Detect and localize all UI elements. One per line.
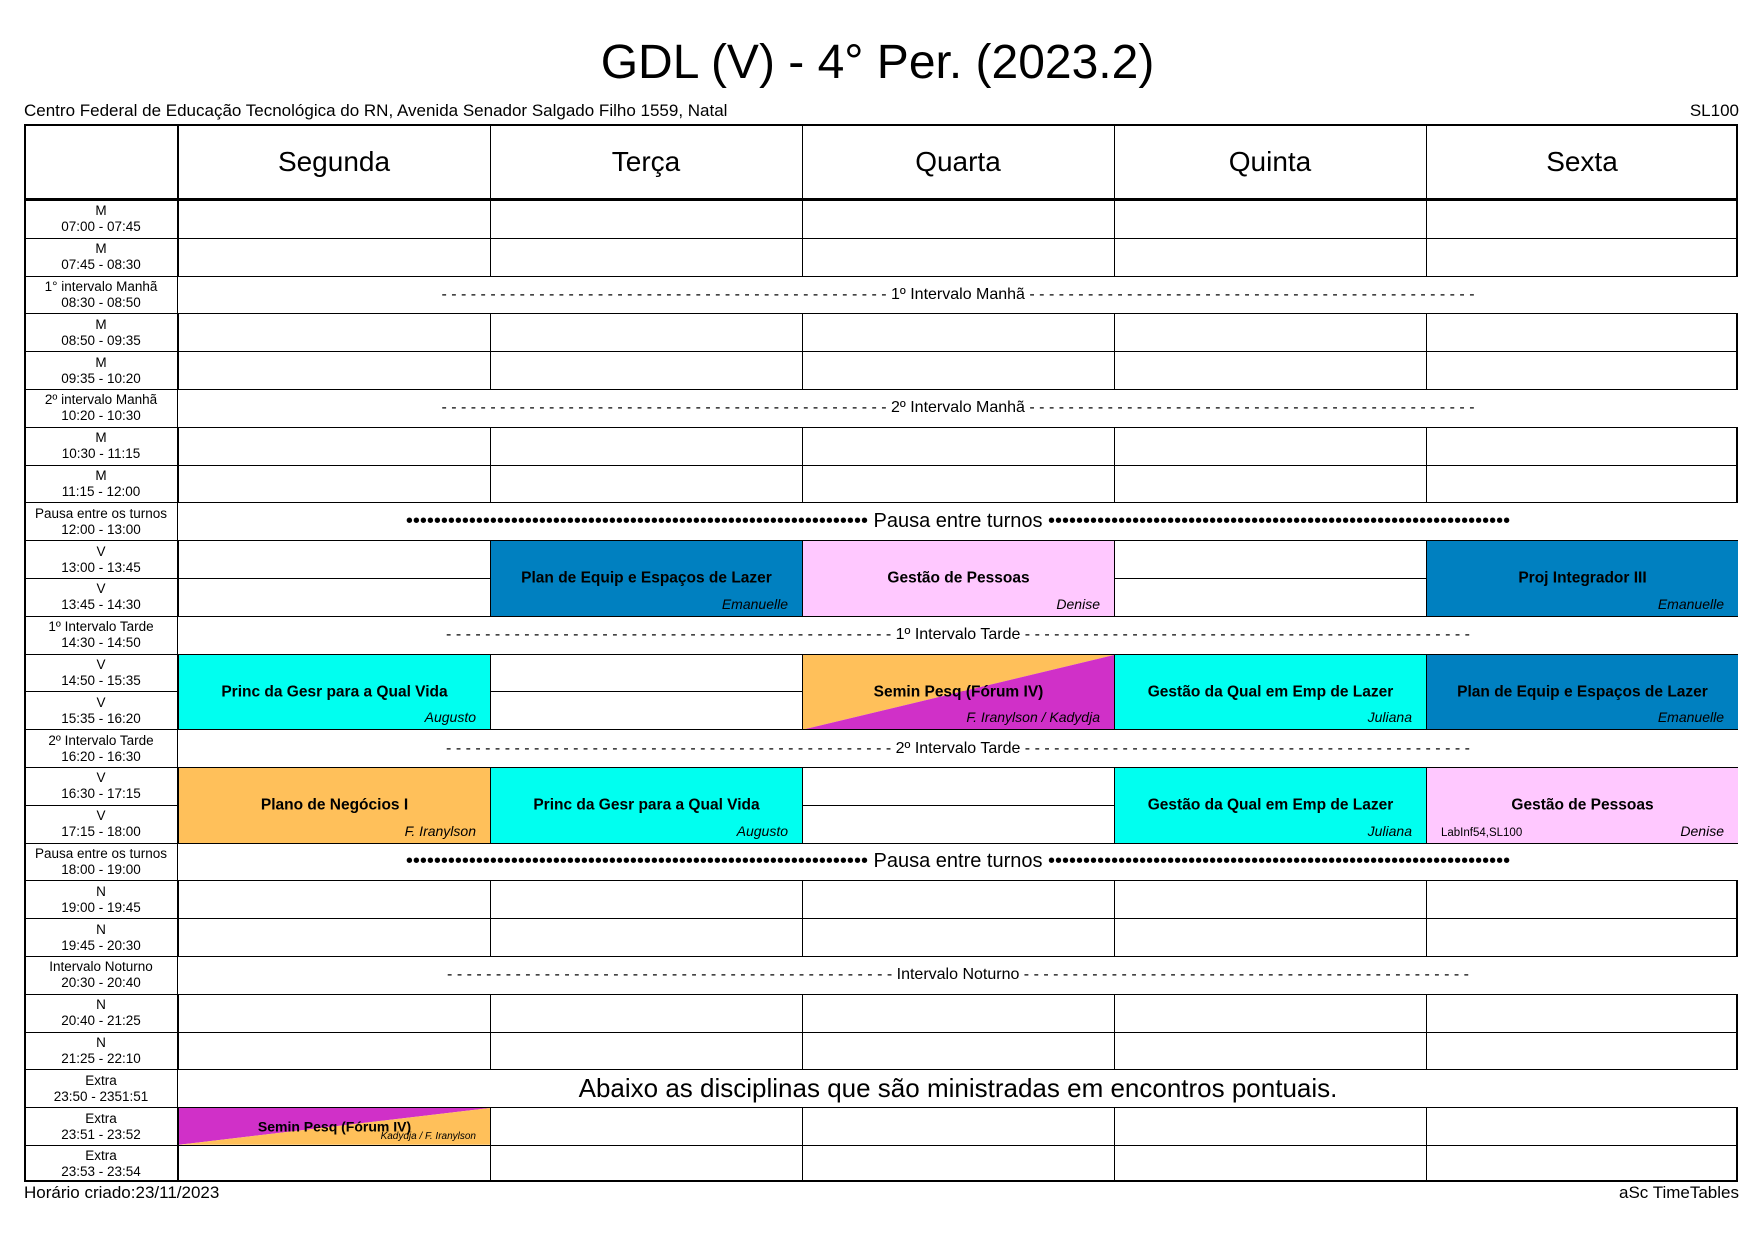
lesson-teacher: Juliana (1367, 709, 1412, 726)
lesson-card[interactable] (491, 768, 802, 843)
period-name: Extra (85, 1110, 117, 1126)
period-label (24, 919, 178, 956)
day-header-4: Sexta (1546, 146, 1618, 177)
lesson-teacher: F. Iranylson / Kadydja (966, 709, 1100, 726)
lesson-subject: Gestão de Pessoas (887, 569, 1030, 587)
lesson-subject: Gestão de Pessoas (1511, 796, 1654, 814)
extra-note: Abaixo as disciplinas que são ministradas em encontros pontuais. (178, 1070, 1738, 1107)
period-name: M (95, 354, 107, 370)
period-name: M (95, 430, 107, 446)
period-time: 08:50 - 09:35 (61, 332, 141, 348)
period-time: 09:35 - 10:20 (61, 370, 141, 386)
lesson-card[interactable] (491, 541, 802, 616)
lesson-card[interactable] (803, 541, 1114, 616)
period-label (24, 428, 178, 465)
grid-line-row (24, 238, 1738, 239)
lesson-subject: Princ da Gesr para a Qual Vida (533, 796, 760, 814)
period-name: M (95, 203, 107, 219)
break-label: - - - - - - - - - - - - - - - - - - - - - - - - - - - - - - - - - - - - - - - - - - - - - - 1º Intervalo Manhã - - - - - - - - - - - - - - - - - - - - - - - - - - - - - - - - - - - - - - - - - - - - - - (441, 285, 1475, 303)
period-time: 11:15 - 12:00 (61, 483, 141, 499)
lesson-teacher: Juliana (1367, 822, 1412, 839)
period-label (24, 730, 178, 767)
period-time: 15:35 - 16:20 (61, 710, 141, 726)
period-label (24, 768, 178, 805)
period-name: N (96, 921, 106, 937)
break-row (178, 503, 1738, 540)
period-label (24, 957, 178, 994)
period-time: 10:20 - 10:30 (61, 408, 141, 424)
period-time: 23:53 - 23:54 (61, 1164, 141, 1180)
lesson-card[interactable] (179, 1108, 490, 1145)
break-label: - - - - - - - - - - - - - - - - - - - - - - - - - - - - - - - - - - - - - - - - - - - - - - Intervalo Noturno - - - - - - - - - - - - - - - - - - - - - - - - - - - - - - - - - - - - - - - - - - - - - - (447, 966, 1469, 984)
period-name: Pausa entre os turnos (34, 845, 168, 861)
period-name: Intervalo Noturno (49, 959, 153, 975)
period-time: 07:00 - 07:45 (61, 219, 141, 235)
lesson-teacher: Denise (1680, 822, 1724, 839)
period-time: 19:45 - 20:30 (61, 937, 141, 953)
grid-line-row (24, 351, 1738, 352)
lesson-teacher: Augusto (424, 709, 476, 726)
school-address: Centro Federal de Educação Tecnológica do RN, Avenida Senador Salgado Filho 1559, Natal (24, 101, 728, 120)
period-time: 23:51 - 23:52 (61, 1126, 141, 1142)
lesson-card[interactable] (803, 655, 1114, 730)
break-row (178, 957, 1738, 994)
period-name: Pausa entre os turnos (34, 505, 168, 521)
period-name: M (95, 467, 107, 483)
lesson-subject: Gestão da Qual em Emp de Lazer (1147, 683, 1394, 701)
period-name: N (96, 883, 106, 899)
period-name: M (95, 316, 107, 332)
period-name: V (96, 694, 106, 710)
period-label (24, 692, 178, 729)
period-time: 07:45 - 08:30 (61, 257, 141, 273)
created-date: Horário criado:23/11/2023 (24, 1183, 220, 1202)
break-label: - - - - - - - - - - - - - - - - - - - - - - - - - - - - - - - - - - - - - - - - - - - - - - 1º Intervalo Tarde - - - - - - - - - - - - - - - - - - - - - - - - - - - - - - - - - - - - - - - - - - - - - - (446, 626, 1470, 644)
period-name: Extra (85, 1148, 117, 1164)
break-row (178, 277, 1738, 314)
period-time: 13:45 - 14:30 (61, 597, 141, 613)
period-name: 2º intervalo Manhã (44, 392, 158, 408)
grid-line-row (24, 994, 1738, 995)
period-label (24, 1070, 178, 1107)
page-title: GDL (V) - 4° Per. (2023.2) (600, 36, 1155, 89)
lesson-card[interactable] (1427, 768, 1738, 843)
lesson-card[interactable] (179, 655, 490, 730)
lesson-teacher: Augusto (736, 822, 788, 839)
period-name: N (96, 997, 106, 1013)
period-label (24, 1033, 178, 1070)
break-label: - - - - - - - - - - - - - - - - - - - - - - - - - - - - - - - - - - - - - - - - - - - - - - 2º Intervalo Tarde - - - - - - - - - - - - - - - - - - - - - - - - - - - - - - - - - - - - - - - - - - - - - - (446, 739, 1470, 757)
period-name: V (96, 543, 106, 559)
period-name: 1º Intervalo Tarde (48, 619, 154, 635)
period-time: 10:30 - 11:15 (61, 446, 141, 462)
period-name: M (95, 241, 107, 257)
break-row (178, 730, 1738, 767)
period-label (24, 466, 178, 503)
lesson-subject: Princ da Gesr para a Qual Vida (221, 683, 448, 701)
lesson-subject: Plan de Equip e Espaços de Lazer (521, 569, 772, 587)
period-label (24, 503, 178, 540)
period-label (24, 655, 178, 692)
lesson-subject: Plan de Equip e Espaços de Lazer (1457, 683, 1708, 701)
period-label (24, 314, 178, 351)
period-time: 23:50 - 2351:51 (53, 1088, 149, 1104)
period-label (24, 541, 178, 578)
lesson-teacher: Kadydja / F. Iranylson (380, 1130, 476, 1142)
period-label (24, 352, 178, 389)
break-label: •••••••••••••••••••••••••••••••••••••••••••••••••••••••••••••••••• Pausa entre turnos •••••••••••••••••••••••••••••••••••••••••••••••••••••••••••••••••• (405, 510, 1511, 533)
period-label (24, 579, 178, 616)
break-label: •••••••••••••••••••••••••••••••••••••••••••••••••••••••••••••••••• Pausa entre turnos •••••••••••••••••••••••••••••••••••••••••••••••••••••••••••••••••• (405, 850, 1511, 873)
lesson-teacher: Emanuelle (1657, 595, 1724, 612)
software-credit: aSc TimeTables (1619, 1183, 1739, 1202)
period-time: 16:20 - 16:30 (61, 748, 141, 764)
period-label (24, 844, 178, 881)
lesson-teacher: Emanuelle (721, 595, 788, 612)
lesson-teacher: Emanuelle (1657, 709, 1724, 726)
period-time: 08:30 - 08:50 (61, 294, 141, 310)
period-name: V (96, 808, 106, 824)
period-label (24, 1146, 178, 1183)
period-time: 13:00 - 13:45 (61, 559, 141, 575)
break-row (178, 390, 1738, 427)
period-label (24, 390, 178, 427)
lesson-teacher: F. Iranylson (404, 822, 476, 839)
period-label (24, 881, 178, 918)
break-label: - - - - - - - - - - - - - - - - - - - - - - - - - - - - - - - - - - - - - - - - - - - - - - 2º Intervalo Manhã - - - - - - - - - - - - - - - - - - - - - - - - - - - - - - - - - - - - - - - - - - - - - - (441, 399, 1475, 417)
lesson-card[interactable] (1115, 655, 1426, 730)
period-time: 12:00 - 13:00 (61, 521, 141, 537)
period-name: V (96, 770, 106, 786)
period-label (24, 617, 178, 654)
period-name: 2º Intervalo Tarde (48, 732, 154, 748)
day-header-3: Quinta (1228, 146, 1312, 177)
day-header-2: Quarta (915, 146, 1001, 177)
period-name: V (96, 656, 106, 672)
period-name: N (96, 1034, 106, 1050)
period-label (24, 1108, 178, 1145)
period-time: 14:50 - 15:35 (61, 672, 141, 688)
lesson-subject: Proj Integrador III (1518, 569, 1647, 587)
room-code: SL100 (1689, 101, 1739, 120)
period-time: 21:25 - 22:10 (61, 1050, 141, 1066)
lesson-card[interactable] (1427, 655, 1738, 730)
lesson-teacher: Denise (1056, 595, 1100, 612)
period-label (24, 277, 178, 314)
grid-line-bottom (24, 1180, 1738, 1182)
break-row (178, 617, 1738, 654)
period-name: Extra (85, 1072, 117, 1088)
lesson-subject: Semin Pesq (Fórum IV) (257, 1118, 412, 1135)
lesson-subject: Semin Pesq (Fórum IV) (873, 683, 1044, 701)
grid-line-row (24, 918, 1738, 919)
period-label (24, 239, 178, 276)
day-header-0: Segunda (277, 146, 391, 177)
grid-line-row (24, 465, 1738, 466)
grid-line-row (24, 1032, 1738, 1033)
timetable-grid (24, 124, 1738, 1182)
period-label (24, 806, 178, 843)
lesson-subject: Plano de Negócios I (260, 796, 409, 814)
grid-line-row (24, 427, 1738, 428)
lesson-room: LabInf54,SL100 (1441, 826, 1523, 839)
lesson-card[interactable] (1115, 768, 1426, 843)
day-header-1: Terça (611, 146, 681, 177)
lesson-card[interactable] (1427, 541, 1738, 616)
period-time: 14:30 - 14:50 (61, 635, 141, 651)
period-label (24, 201, 178, 238)
period-name: 1° intervalo Manhã (44, 278, 158, 294)
period-time: 18:00 - 19:00 (61, 861, 141, 877)
period-time: 16:30 - 17:15 (61, 786, 141, 802)
period-name: V (96, 581, 106, 597)
period-time: 17:15 - 18:00 (61, 824, 141, 840)
lesson-subject: Gestão da Qual em Emp de Lazer (1147, 796, 1394, 814)
period-time: 19:00 - 19:45 (61, 899, 141, 915)
period-label (24, 995, 178, 1032)
lesson-card[interactable] (179, 768, 490, 843)
period-time: 20:30 - 20:40 (61, 975, 141, 991)
period-time: 20:40 - 21:25 (61, 1013, 141, 1029)
grid-line-row (24, 1145, 1738, 1146)
break-row (178, 844, 1738, 881)
